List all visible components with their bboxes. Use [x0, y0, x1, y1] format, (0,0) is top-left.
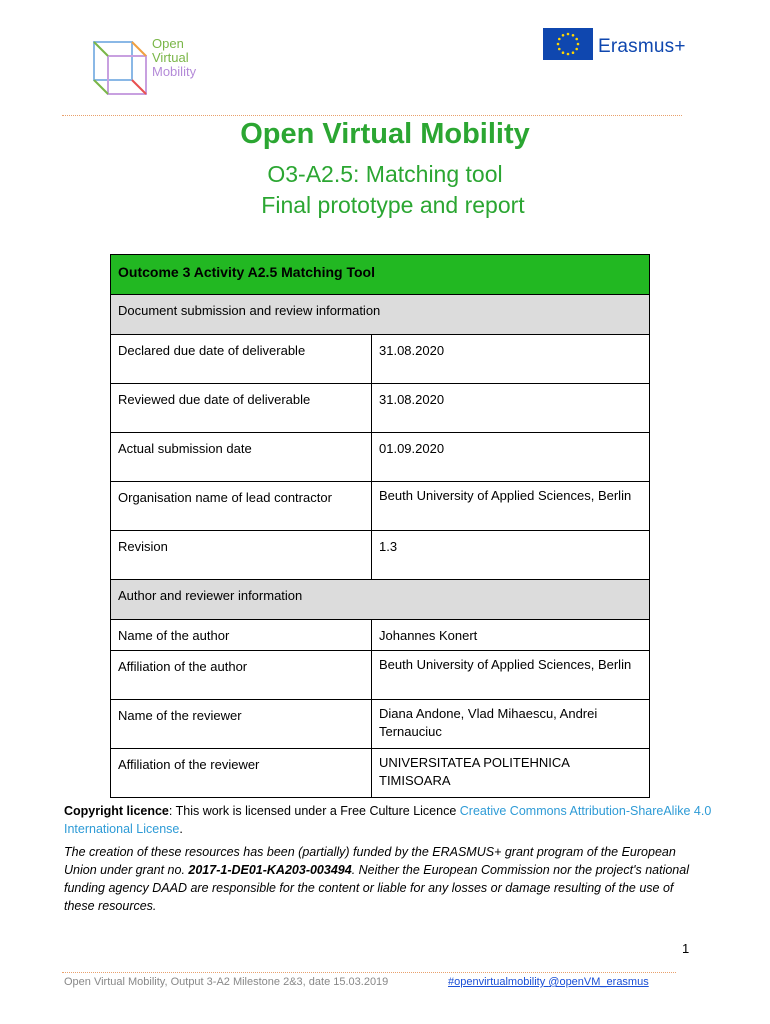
table-row — [111, 749, 650, 798]
footer-divider — [62, 972, 676, 973]
row-value: 31.08.2020 — [372, 384, 650, 433]
row-label: Reviewed due date of deliverable — [111, 384, 372, 433]
eu-flag-icon — [543, 28, 593, 60]
notice-text-1: The creation of these resources has been (partially) funded by the ERASMUS+ grant program of the European Union under grant no. — [64, 845, 676, 877]
table-row — [111, 620, 650, 651]
document-subtitle: O3-A2.5: Matching tool — [267, 161, 503, 187]
row-value: 31.08.2020 — [372, 335, 650, 384]
document-title: Open Virtual Mobility — [240, 118, 530, 150]
section-submission-info: Document submission and review information — [111, 295, 650, 335]
table-row — [111, 335, 650, 384]
ovm-logo-line2: Virtual — [152, 50, 189, 65]
table-row — [111, 651, 650, 700]
header-divider — [62, 115, 682, 116]
row-value: 1.3 — [372, 531, 650, 580]
copyright-notice — [64, 802, 714, 838]
row-value: Beuth University of Applied Sciences, Berlin — [372, 651, 650, 700]
row-value: 01.09.2020 — [372, 433, 650, 482]
table-row — [111, 384, 650, 433]
row-label: Actual submission date — [111, 433, 372, 482]
notice-text-2: . Neither the European Commission nor the project's national funding agency DAAD are responsible for the content or liable for any losses or damage resulting of the use of these resources. — [64, 863, 689, 913]
copyright-text: : This work is licensed under a Free Culture Licence — [168, 804, 460, 818]
row-label: Affiliation of the reviewer — [111, 749, 372, 798]
row-label: Affiliation of the author — [111, 651, 372, 700]
table-heading-row — [111, 255, 650, 295]
row-label: Organisation name of lead contractor — [111, 482, 372, 531]
erasmus-logo-text: Erasmus+ — [598, 36, 686, 57]
document-info-table — [110, 254, 650, 798]
grant-number: 2017-1-DE01-KA203-003494 — [188, 863, 352, 877]
row-value: Beuth University of Applied Sciences, Berlin — [372, 482, 650, 531]
copyright-end: . — [179, 822, 183, 836]
table-row — [111, 700, 650, 749]
row-label: Name of the author — [111, 620, 372, 651]
table-row — [111, 482, 650, 531]
footer-links — [448, 976, 649, 988]
row-label: Name of the reviewer — [111, 700, 372, 749]
row-value: UNIVERSITATEA POLITEHNICA TIMISOARA — [372, 749, 650, 798]
ovm-logo-text — [152, 37, 196, 79]
hashtag-link[interactable]: #openvirtualmobility — [448, 976, 549, 988]
page-number: 1 — [682, 941, 690, 956]
table-section-row — [111, 580, 650, 620]
ovm-logo-line1: Open — [152, 36, 184, 51]
copyright-label: Copyright licence — [64, 804, 169, 818]
funding-notice — [64, 843, 704, 915]
document-subtitle-2: Final prototype and report — [261, 192, 525, 218]
table-row — [111, 531, 650, 580]
section-author-info: Author and reviewer information — [111, 580, 650, 620]
license-link[interactable]: Creative Commons Attribution-ShareAlike 4.0 International License — [64, 804, 712, 836]
twitter-handle-link[interactable]: @openVM_erasmus — [548, 976, 649, 988]
ovm-logo-line3: Mobility — [152, 64, 197, 79]
row-value: Johannes Konert — [372, 620, 650, 651]
row-value: Diana Andone, Vlad Mihaescu, Andrei Ternauciuc — [372, 700, 650, 749]
table-row — [111, 433, 650, 482]
row-label: Declared due date of deliverable — [111, 335, 372, 384]
table-section-row — [111, 295, 650, 335]
table-heading: Outcome 3 Activity A2.5 Matching Tool — [111, 255, 650, 295]
footer-text: Open Virtual Mobility, Output 3-A2 Milestone 2&3, date 15.03.2019 — [64, 976, 389, 988]
row-label: Revision — [111, 531, 372, 580]
